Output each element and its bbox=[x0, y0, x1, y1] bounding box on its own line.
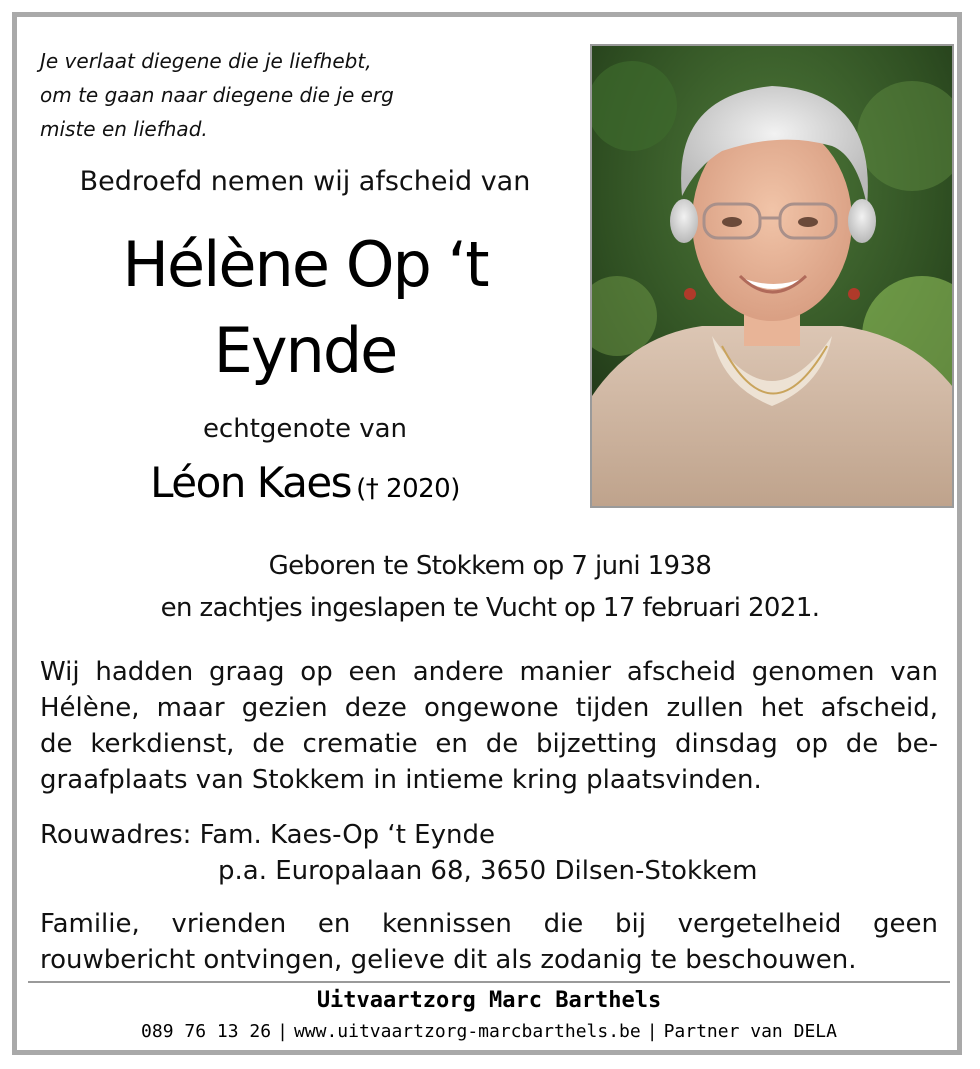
footer-separator: | bbox=[277, 1021, 288, 1042]
footer-separator: | bbox=[646, 1021, 658, 1042]
deceased-name-line: Hélène Op ‘t bbox=[122, 228, 488, 301]
message-line: Wij hadden graag op een andere manier afscheid genomen van bbox=[40, 657, 938, 687]
quote-line: Je verlaat diegene die je liefhebt, bbox=[40, 49, 372, 73]
spouse-label: echtgenote van bbox=[202, 414, 408, 444]
portrait-photo-icon bbox=[592, 46, 952, 506]
memorial-quote bbox=[40, 44, 460, 146]
spouse-name: Léon Kaes bbox=[150, 458, 352, 507]
footer-website: www.uitvaartzorg-marcbarthels.be bbox=[293, 1021, 641, 1042]
address-label: Rouwadres: bbox=[40, 820, 192, 850]
spouse-death-year: († 2020) bbox=[356, 474, 460, 504]
notice-text bbox=[40, 906, 938, 978]
deceased-name bbox=[40, 222, 570, 394]
address-family: Fam. Kaes-Op ‘t Eynde bbox=[199, 820, 495, 850]
footer-phone: 089 76 13 26 bbox=[141, 1021, 272, 1042]
message-line: Hélène, maar gezien deze ongewone tijden zullen het afscheid, bbox=[40, 693, 938, 723]
quote-line: miste en liefhad. bbox=[40, 117, 208, 141]
message-line: de kerkdienst, de crematie en de bijzetting dinsdag op de be- bbox=[40, 729, 938, 759]
notice-line: Familie, vrienden en kennissen die bij vergetelheid geen bbox=[40, 909, 938, 939]
life-dates bbox=[40, 545, 940, 629]
footer-divider bbox=[28, 981, 950, 983]
quote-line: om te gaan naar diegene die je erg bbox=[40, 83, 394, 107]
intro-text: Bedroefd nemen wij afscheid van bbox=[79, 166, 531, 197]
address-first-line bbox=[40, 817, 938, 853]
spouse bbox=[40, 458, 570, 507]
footer-contact bbox=[28, 1021, 950, 1042]
portrait-photo bbox=[590, 44, 954, 508]
funeral-message bbox=[40, 654, 938, 798]
footer-partner: Partner van DELA bbox=[663, 1021, 837, 1042]
mourning-address bbox=[40, 817, 938, 889]
deceased-name-line: Eynde bbox=[213, 314, 397, 387]
message-line: graafplaats van Stokkem in intieme kring plaatsvinden. bbox=[40, 765, 762, 795]
address-street: p.a. Europalaan 68, 3650 Dilsen-Stokkem bbox=[218, 856, 758, 886]
notice-line: rouwbericht ontvingen, gelieve dit als zodanig te beschouwen. bbox=[40, 945, 857, 975]
death-line: en zachtjes ingeslapen te Vucht op 17 februari 2021. bbox=[160, 593, 820, 623]
birth-line: Geboren te Stokkem op 7 juni 1938 bbox=[268, 551, 712, 581]
funeral-company-name: Uitvaartzorg Marc Barthels bbox=[316, 988, 662, 1013]
